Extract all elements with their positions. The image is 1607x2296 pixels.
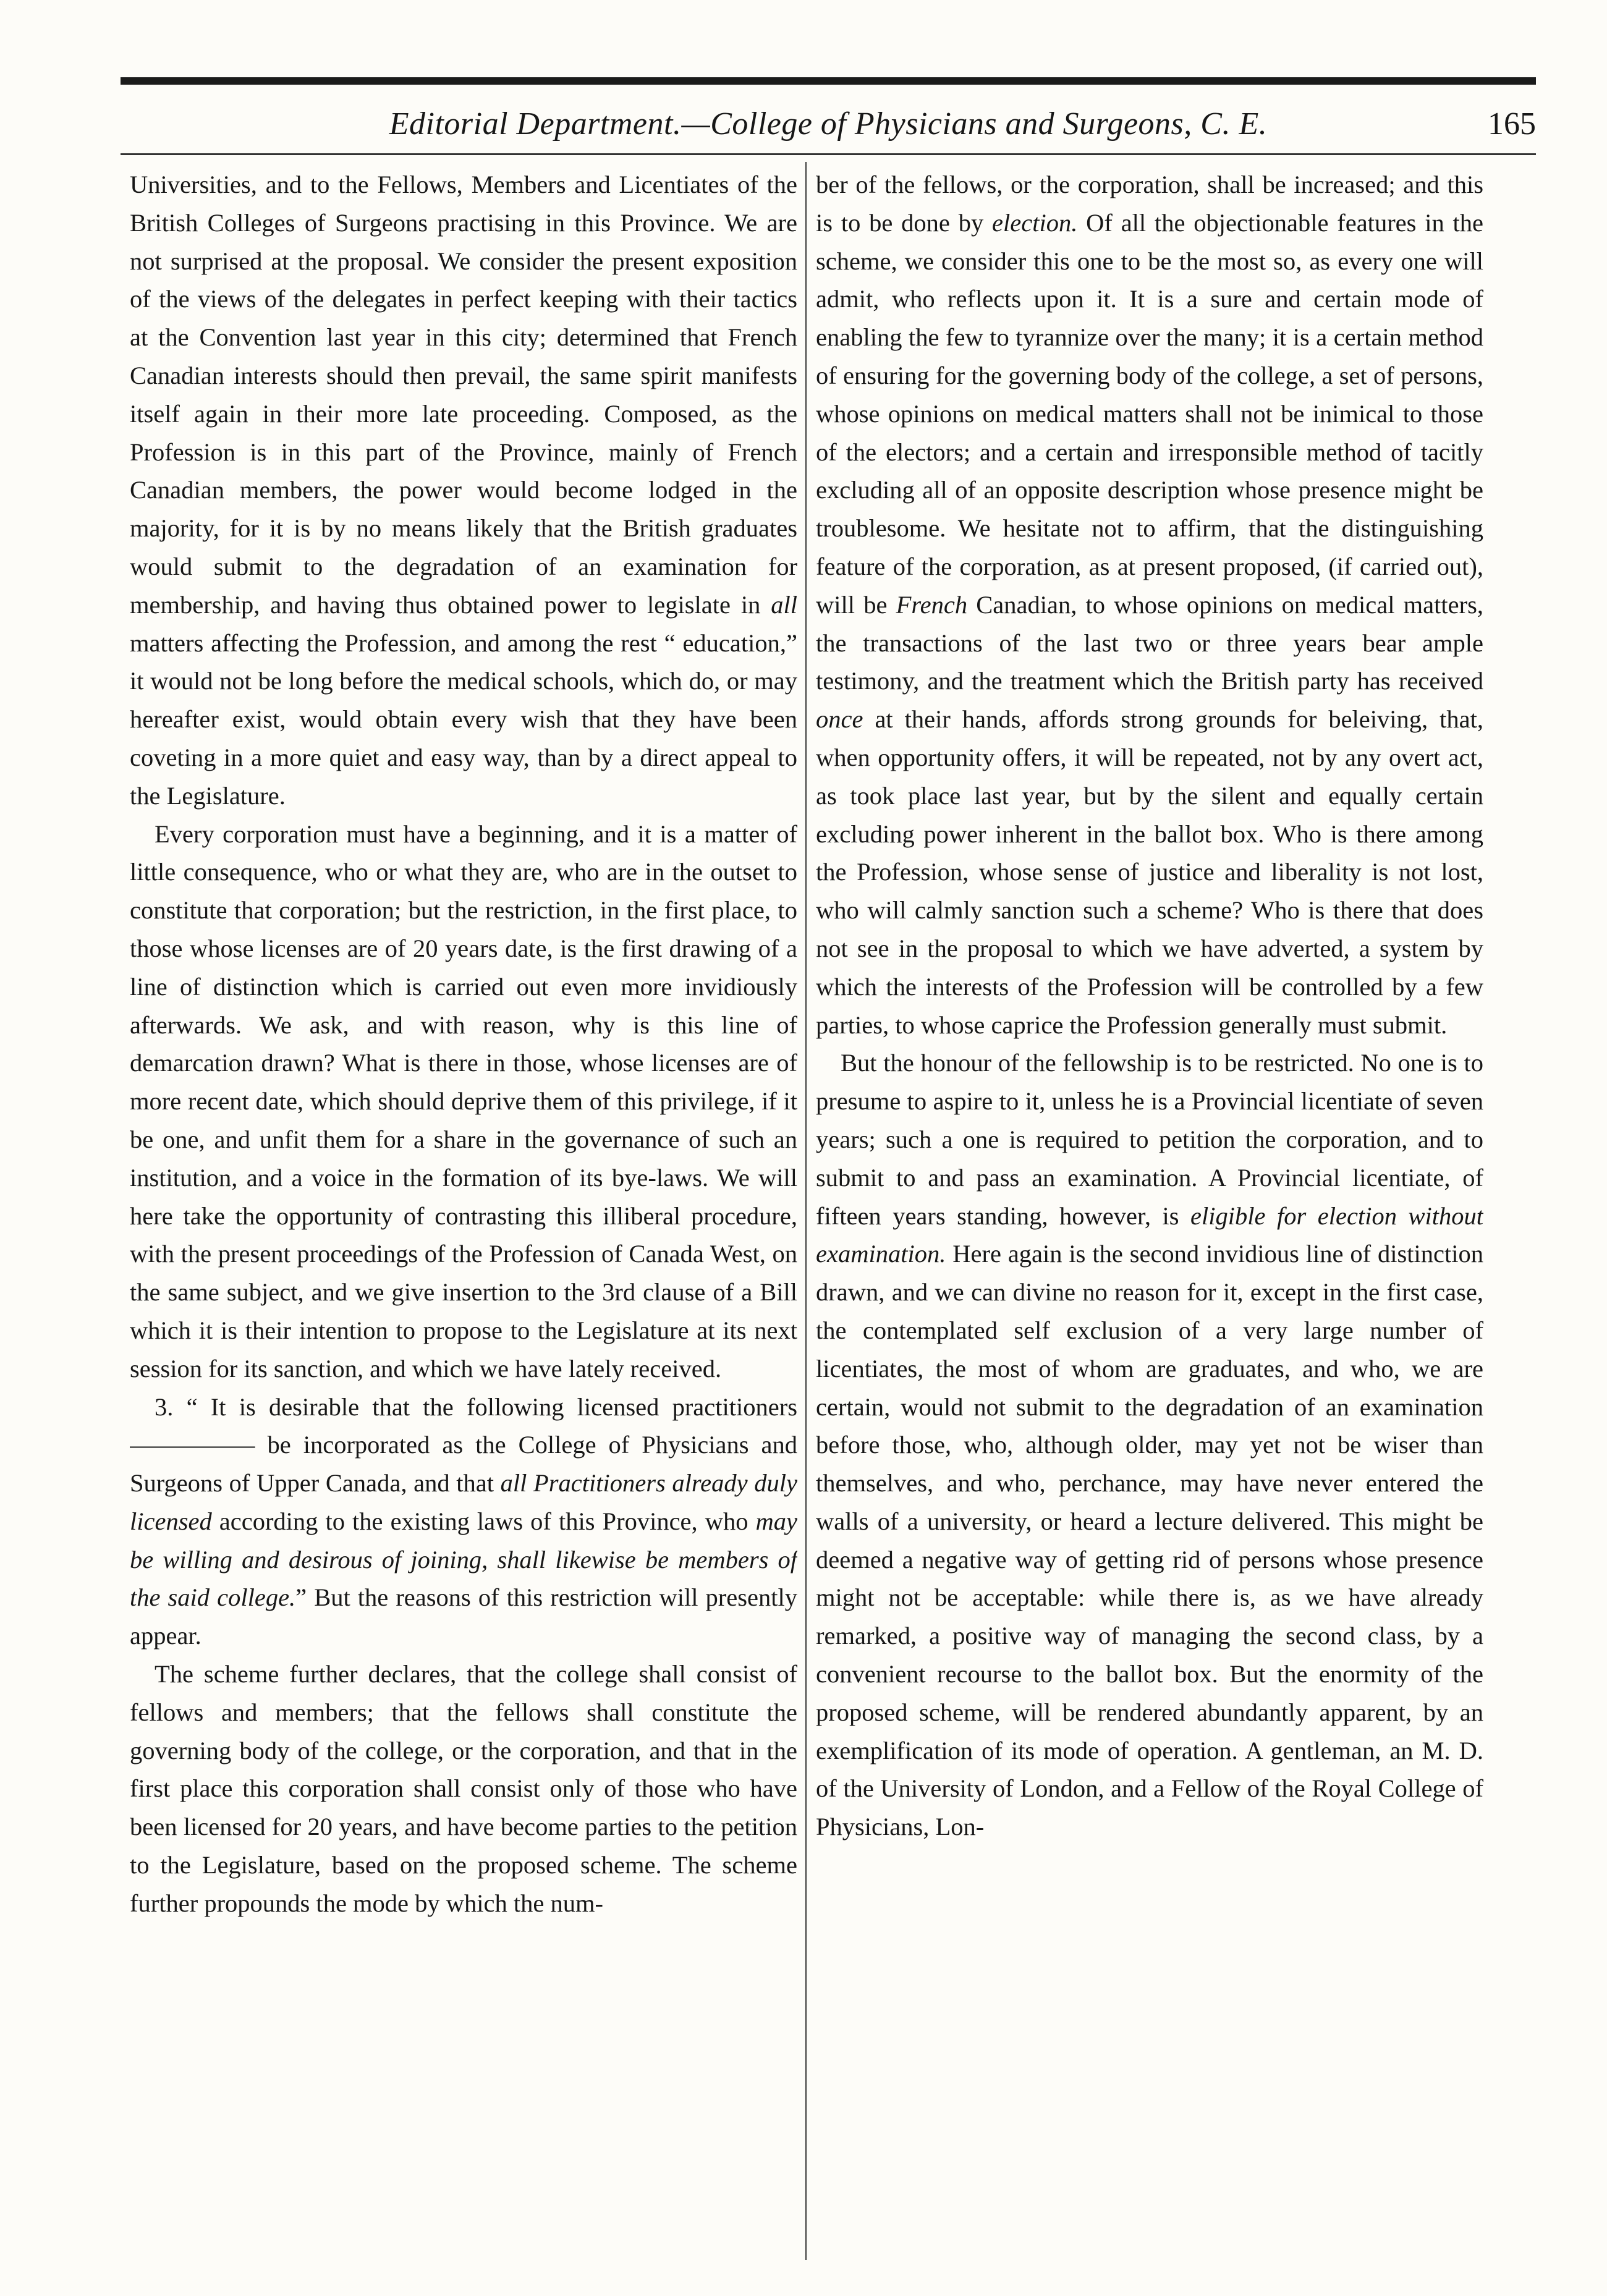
italic-segment: eligible for election without examination. — [816, 1201, 1483, 1268]
italic-segment: election. — [992, 208, 1078, 237]
text-segment: Universities, and to the Fellows, Members and Licentiates of the British Colleges of Surgeons practising in this Province. We are not surprised at the proposal. We consider the present exposition of the views of the delegates in perfect keeping with their tactics at the Convention last year in this city; determined that French Canadian interests should then prevail, the same spirit manifests itself again in their more late proceeding. Composed, as the Profession is in this part of the Province, mainly of French Canadian members, the power would become lodged in the majority, for it is by no means likely that the British graduates would submit to the degradation of an examination for membership, and having thus obtained power to legislate in — [130, 171, 797, 619]
text-segment: Here again is the second invidious line of distinction drawn, and we can divine no reason for it, except in the first case, the contemplated self exclusion of a very large number of licentiates, the most of whom are graduates, and who, we are certain, would not submit to the degradation of an examination before those, who, although older, may yet not be wiser than themselves, and who, perchance, may have never entered the walls of a university, or heard a lecture delivered. This might be deemed a negative way of getting rid of persons whose presence might not be acceptable: while there is, as we have already remarked, a positive way of managing the second class, by a convenient recourse to the ballot box. But the enormity of the proposed scheme, will be rendered abundantly apparent, by an exemplification of its mode of operation. A gentleman, an M. D. of the University of London, and a Fellow of the Royal College of Physicians, Lon- — [816, 1240, 1483, 1841]
left-column — [130, 166, 797, 2261]
left-paragraph-3 — [130, 1388, 797, 1656]
text-segment: according to the existing laws of this Province, who — [211, 1507, 756, 1535]
italic-segment: French — [896, 590, 968, 619]
header-rule — [121, 153, 1536, 155]
text-segment: Of all the objectionable features in the scheme, we consider this one to be the most so, as every one will admit, who reflects upon it. It is a sure and certain mode of enabling the few to tyrannize over the many; it is a certain method of ensuring for the governing body of the college, a set of persons, whose opinions on medical matters shall not be inimical to those of the electors; and a certain and irresponsible method of tacitly excluding all of an opposite description whose presence might be troublesome. We hesitate not to affirm, that the distinguishing feature of the corporation, as at present proposed, (if carried out), will be — [816, 208, 1483, 619]
right-column — [816, 166, 1483, 2261]
left-paragraph-2: Every corporation must have a beginning, and it is a matter of little consequence, who or what they are, who are in the outset to constitute that corporation; but the restriction, in the first place, to those whose licenses are of 20 years date, is the first drawing of a line of distinction which is carried out even more invidiously afterwards. We ask, and with reason, why is this line of demarcation drawn? What is there in those, whose licenses are of more recent date, which should deprive them of this privilege, if it be one, and unfit them for a share in the governance of such an institution, and a voice in the formation of its bye-laws. We will here take the opportunity of contrasting this illiberal procedure, with the present proceedings of the Profession of Canada West, on the same subject, and we give insertion to the 3rd clause of a Bill which it is their intention to propose to the Legislature at its next session for its sanction, and which we have lately received. — [130, 820, 797, 1383]
italic-segment: all Practitioners already duly licensed — [130, 1469, 797, 1535]
right-paragraph-1 — [816, 166, 1483, 1044]
left-paragraph-4: The scheme further declares, that the college shall consist of fellows and members; that the fellows shall constitute the governing body of the college, or the corporation, and that in the first place this corporation shall consist only of those who have been licensed for 20 years, and have become parties to the petition to the Legislature, based on the proposed scheme. The scheme further propounds the mode by which the num- — [130, 1660, 797, 1917]
text-segment: Canadian, to whose opinions on medical matters, the transactions of the last two or three years bear ample testimony, and the treatment which the British party has received — [816, 590, 1483, 695]
running-head: Editorial Department.—College of Physicians and Surgeons, C. E. — [389, 106, 1268, 142]
top-rule — [121, 77, 1536, 85]
text-segment: But the honour of the fellowship is to be restricted. No one is to presume to aspire to it, unless he is a Provincial licentiate of seven years; such a one is required to petition the corporation, and to submit to and pass an examination. A Provincial licentiate, of fifteen years standing, however, is — [816, 1049, 1483, 1230]
text-segment: 3. “ It is desirable that the following licensed practitioners ————— be incorporated as the College of Physicians and Surgeons of Upper Canada, and that — [130, 1392, 797, 1497]
italic-segment: once — [816, 705, 863, 734]
text-segment: ber of the fellows, or the corporation, shall be increased; and this is to be done by — [816, 171, 1483, 237]
right-paragraph-2 — [816, 1044, 1483, 1846]
page-number: 165 — [1488, 106, 1536, 142]
italic-segment: all — [771, 590, 797, 619]
text-segment: ” But the reasons of this restriction will presently appear. — [130, 1583, 797, 1650]
text-segment: matters affecting the Profession, and among the rest “ education,” it would not be long before the medical schools, which do, or may hereafter exist, would obtain every wish that they have been coveting in a more quiet and easy way, than by a direct appeal to the Legislature. — [130, 629, 797, 810]
page-header — [121, 99, 1536, 148]
left-paragraph-1 — [130, 166, 797, 815]
text-segment: at their hands, affords strong grounds for beleiving, that, when opportunity offers, it will be repeated, not by any overt act, as took place last year, but by the silent and equally certain excluding power inherent in the ballot box. Who is there among the Profession, whose sense of justice and liberality is not lost, who will calmly sanction such a scheme? Who is there that does not see in the proposal to which we have adverted, a system by which the interests of the Profession will be controlled by a few parties, to whose caprice the Profession generally must submit. — [816, 705, 1483, 1039]
italic-segment: may be willing and desirous of joining, shall likewise be members of the said college. — [130, 1507, 797, 1612]
column-divider — [805, 162, 807, 2260]
